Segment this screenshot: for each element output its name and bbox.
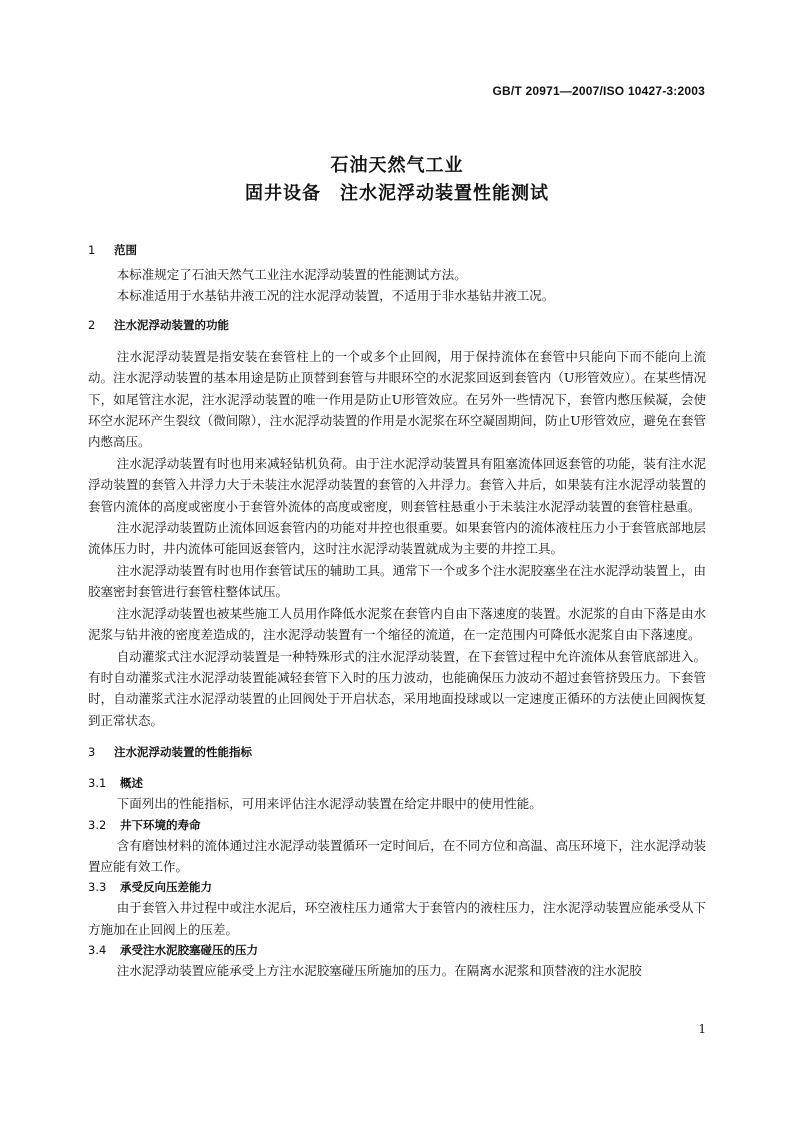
- paragraph: 本标准规定了石油天然气工业注水泥浮动装置的性能测试方法。: [116, 267, 467, 282]
- section-heading: [88, 315, 706, 335]
- paragraph: 注水泥浮动装置防止流体回返套管内的功能对井控也很重要。如果套管内的流体液柱压力小于套管底部地层流体压力时，井内流体可能回返套管内，这时注水泥浮动装置就成为主要的井控工具。: [88, 520, 706, 557]
- section-title: 范围: [114, 243, 137, 257]
- subsection-number: 3.2: [88, 817, 107, 832]
- paragraph: 注水泥浮动装置也被某些施工人员用作降低水泥浆在套管内自由下落速度的装置。水泥浆的自由下落是由水泥浆与钻井液的密度差造成的，注水泥浮动装置有一个缩径的流道，在一定范围内可降低水泥浆自由下落速度。: [88, 605, 706, 643]
- section-number: 2: [88, 317, 96, 332]
- subsection-title: 井下环境的寿命: [120, 817, 201, 832]
- subsection-number: 3.3: [88, 880, 107, 895]
- subsection-title: 承受反向压差能力: [120, 880, 212, 895]
- title-line-1: 石油天然气工业: [330, 155, 464, 176]
- subsection-number: 3.4: [88, 943, 107, 958]
- title-line-2: 固井设备 注水泥浮动装置性能测试: [245, 183, 549, 204]
- paragraph: 由于套管入井过程中或注水泥后，环空液柱压力通常大于套管内的液柱压力，注水泥浮动装置应能承受从下方施加在止回阀上的压差。: [88, 900, 706, 937]
- paragraph: 注水泥浮动装置有时也用来减轻钻机负荷。由于注水泥浮动装置具有阻塞流体回返套管的功能，装有注水泥浮动装置的套管入井浮力大于未装注水泥浮动装置的套管的入井浮力。套管入井后，如果装有注水泥浮动装置的套管内流体的高度或密度小于套管外流体的高度或密度，则套管柱悬重小于未装注水泥浮动装置的套管柱悬重。: [88, 455, 706, 514]
- subsection-title: 概述: [120, 776, 143, 791]
- subsection-number: 3.1: [88, 776, 107, 791]
- paragraph: 自动灌浆式注水泥浮动装置是一种特殊形式的注水泥浮动装置，在下套管过程中允许流体从套管底部进入。有时自动灌浆式注水泥浮动装置能减轻套管下入时的压力波动，也能确保压力波动不超过套管挤毁压力。下套管时，自动灌浆式注水泥浮动装置的止回阀处于开启状态，采用地面投球或以一定速度正循环的方法使止回阀恢复到正常状态。: [88, 648, 706, 728]
- section-title: 注水泥浮动装置的功能: [114, 317, 229, 332]
- section-number: 3: [88, 745, 96, 760]
- subsection-title: 承受注水泥胶塞碰压的压力: [120, 943, 258, 958]
- paragraph: 本标准适用于水基钻井液工况的注水泥浮动装置，不适用于非水基钻井液工况。: [116, 288, 555, 304]
- document-body: [88, 240, 706, 982]
- section-heading: [88, 742, 706, 762]
- subsection-heading: [88, 877, 706, 897]
- paragraph: 下面列出的性能指标，可用来评估注水泥浮动装置在给定井眼中的使用性能。: [116, 796, 542, 812]
- subsection-heading: [88, 773, 706, 793]
- paragraph: 注水泥浮动装置是指安装在套管柱上的一个或多个止回阀，用于保持流体在套管中只能向下而不能向上流动。注水泥浮动装置的基本用途是防止顶替到套管与井眼环空的水泥浆回返到套管内（U形管效应）。在某些情况下，如尾管注水泥，注水泥浮动装置的唯一作用是防止U形管效应。在另外一些情况下，套管内憋压候凝，会使环空水泥环产生裂纹（微间隙），注水泥浮动装置的作用是水泥浆在环空凝固期间，防止U形管效应，避免在套管内憋高压。: [88, 348, 706, 450]
- subsection-heading: [88, 815, 706, 835]
- section-heading: [88, 240, 706, 260]
- standard-code: GB/T 20971—2007/ISO 10427-3:2003: [492, 84, 705, 98]
- section-title: 注水泥浮动装置的性能指标: [114, 745, 252, 760]
- paragraph: 注水泥浮动装置应能承受上方注水泥胶塞碰压所施加的压力。在隔离水泥浆和顶替液的注水泥胶: [116, 963, 642, 979]
- page-number: 1: [698, 1022, 706, 1036]
- paragraph: 注水泥浮动装置有时也用作套管试压的辅助工具。通常下一个或多个注水泥胶塞坐在注水泥浮动装置上，由胶塞密封套管进行套管柱整体试压。: [88, 562, 706, 600]
- paragraph: 含有磨蚀材料的流体通过注水泥浮动装置循环一定时间后，在不同方位和高温、高压环境下，注水泥浮动装置应能有效工作。: [88, 837, 706, 874]
- subsection-heading: [88, 940, 706, 960]
- section-number: 1: [88, 243, 96, 257]
